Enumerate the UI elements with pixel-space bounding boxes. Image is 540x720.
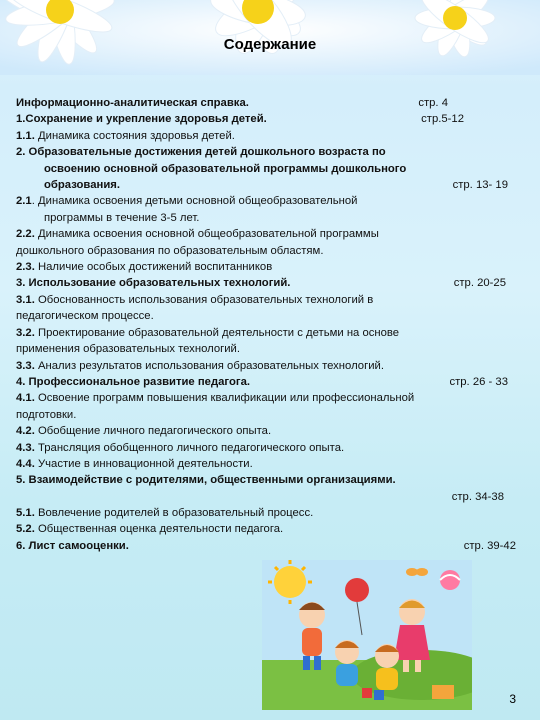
toc-line [16,128,526,144]
toc-line [16,358,526,374]
toc-entry-number: 2.2. [16,228,35,241]
toc-entry-text: Общественная оценка деятельности педагога. [34,523,284,536]
toc-entry-text: 5. Взаимодействие с родителями, общественными организациями. [16,474,396,487]
toc-entry-number: 4.1. [16,392,35,405]
toc-entry-text: Участие в инновационной деятельности. [34,457,253,470]
page-number: 3 [509,692,516,706]
toc-entry-text: 3. Использование образовательных технологий. [16,277,291,290]
toc-entry-text: Наличие особых достижений воспитанников [34,261,273,274]
toc-entry-text: Информационно-аналитическая справка. [16,97,249,109]
toc-entry-text: Освоение программ повышения квалификации или профессиональной [34,392,415,405]
toc-line [16,538,526,554]
toc-line [16,456,526,472]
toc-line [16,275,526,291]
toc-entry-number: 2.3. [16,261,35,274]
toc-line [16,374,526,390]
toc-entry-text: Проектирование образовательной деятельности с детьми на основе [34,326,400,339]
ball-icon [440,570,460,590]
toc-entry-number: 5.2. [16,523,35,536]
toc-line [16,308,526,324]
toc-line [16,407,526,423]
toc-entry-number: 3.2. [16,326,35,339]
toc-page-ref: стр. 13- 19 [452,179,508,192]
toc-page-ref: стр. 4 [418,97,448,109]
toc-entry-text: освоению основной образовательной программы дошкольного [44,162,407,175]
toc-entry-number: 2.1 [16,195,32,208]
toc-line [16,521,526,537]
toc-entry-text: образования. [44,179,121,192]
toc-entry-text: подготовки. [16,408,77,421]
toc-entry-text: 6. Лист самооценки. [16,539,129,552]
toc-entry-text: Обобщение личного педагогического опыта. [34,425,272,438]
toc-entry-text: Обоснованность использования образовательных технологий в [34,293,374,306]
page-title: Содержание [223,36,317,53]
toc-entry-text: Анализ результатов использования образовательных технологий. [34,359,384,372]
toc-line [16,193,526,209]
toc-line [16,144,526,160]
toc-line [16,243,526,259]
toc-entry-number: 5.1. [16,506,35,519]
toc-entry-text: применения образовательных технологий. [16,343,240,356]
toc-entry-number: 1.1. [16,129,35,142]
toc-line [16,505,526,521]
toc-line [16,161,526,177]
toc-page-ref: стр. 20-25 [453,277,506,290]
toc-line [16,111,526,127]
toc-entry-text: дошкольного образования по образовательным областям. [16,244,324,257]
toc-line [16,259,526,275]
toc-page-ref: стр. 34-38 [451,490,504,503]
toc-entry-text: 2. Образовательные достижения детей дошкольного возраста по [16,146,386,159]
toc-entry-text: . Динамика освоения детьми основной общеобразовательной [31,195,358,208]
toc-line [16,292,526,308]
toc-entry-number: 4.3. [16,441,35,454]
toc-entry-text: педагогическом процессе. [16,310,154,323]
toc-entry-text: 1.Сохранение и укрепление здоровья детей. [16,113,267,126]
toc-entry-text: 4. Профессиональное развитие педагога. [16,375,251,388]
toc-entry-number: 3.1. [16,293,35,306]
toc-line [16,226,526,242]
toc-entry-text: Динамика освоения основной общеобразовательной программы [34,228,379,241]
toc-line [16,390,526,406]
toc-entry-number: 4.4. [16,457,35,470]
toc-entry-text: Вовлечение родителей в образовательный процесс. [34,506,314,519]
toc-line [16,423,526,439]
toc-page-ref: стр. 39-42 [463,539,516,552]
toc-line [16,177,526,193]
toc-entry-number: 4.2. [16,425,35,438]
toc-entry-text: Динамика состояния здоровья детей. [34,129,235,142]
toc-page-ref: стр.5-12 [421,113,464,126]
toc-entry-number: 3.3. [16,359,35,372]
children-playing-graphic [262,560,472,710]
toc-line [16,210,526,226]
toc-page-ref: стр. 26 - 33 [449,375,508,388]
toc-line [16,489,526,505]
toc-line [16,95,526,111]
toc-line [16,341,526,357]
children-playing-illustration [262,560,472,710]
toc-entry-text: Трансляция обобщенного личного педагогического опыта. [34,441,345,454]
toc-line [16,440,526,456]
table-of-contents [16,95,526,554]
toc-entry-text: программы в течение 3-5 лет. [44,211,200,224]
toc-line [16,325,526,341]
toc-line [16,472,526,488]
